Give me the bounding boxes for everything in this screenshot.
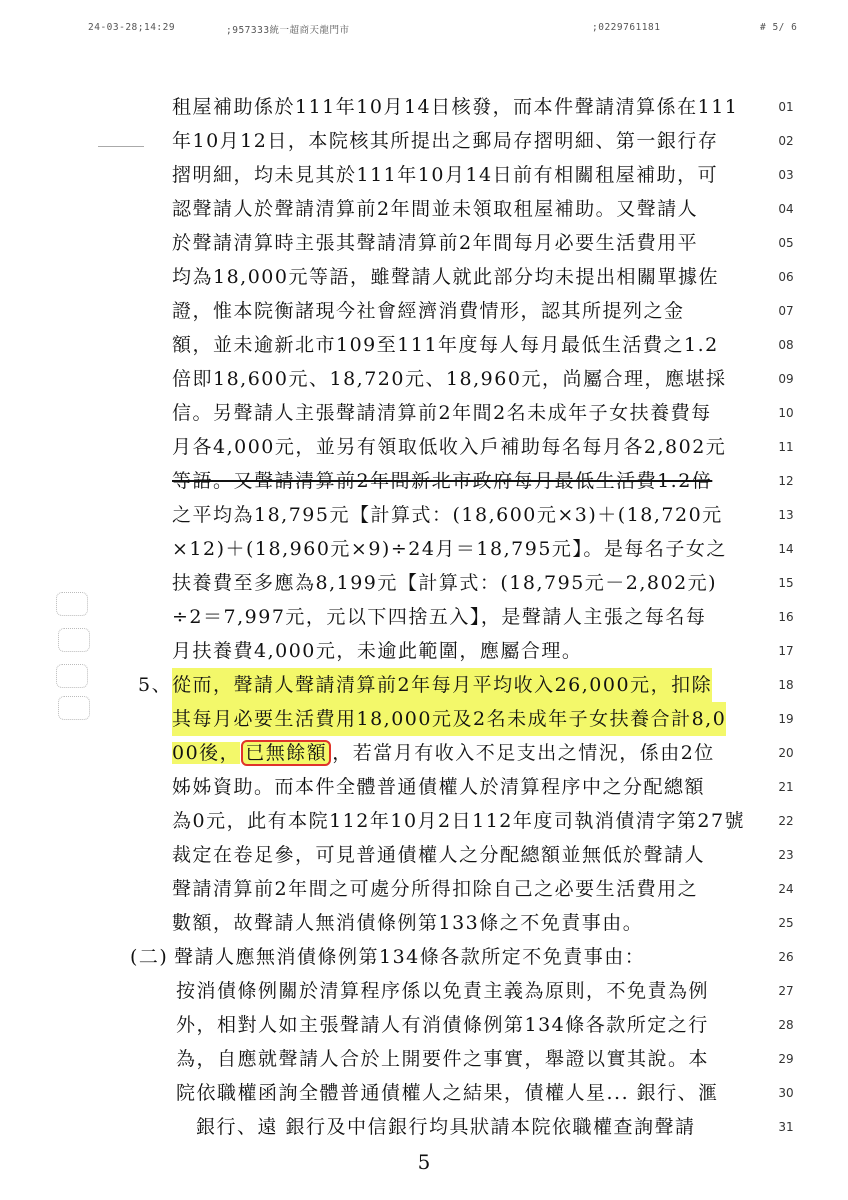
line-number: 29 bbox=[778, 1052, 794, 1066]
text-line bbox=[0, 736, 848, 770]
text-line bbox=[0, 770, 848, 804]
line-text: 租屋補助係於111年10月14日核發，而本件聲請清算係在111 bbox=[172, 96, 739, 118]
text-line bbox=[0, 260, 848, 294]
section-heading-line bbox=[0, 940, 848, 974]
text-line bbox=[0, 804, 848, 838]
line-text: ÷2＝7,997元，元以下四捨五入】，是聲請人主張之每名每 bbox=[172, 606, 707, 628]
line-number: 21 bbox=[778, 780, 794, 794]
line-number: 24 bbox=[778, 882, 794, 896]
section-heading: 聲請人應無消債條例第134條各款所定不免責事由： bbox=[174, 946, 646, 968]
text-line bbox=[0, 1110, 848, 1144]
line-number: 20 bbox=[778, 746, 794, 760]
text-line bbox=[0, 600, 848, 634]
boxed-annotation-text: 已無餘額 bbox=[241, 740, 331, 766]
line-text: 年10月12日，本院核其所提出之郵局存摺明細、第一銀行存 bbox=[172, 130, 719, 152]
text-line bbox=[0, 668, 848, 702]
line-text: 認聲請人於聲請清算前2年間並未領取租屋補助。又聲請人 bbox=[172, 198, 699, 220]
line-text: 額，並未逾新北市109至111年度每人每月最低生活費之1.2 bbox=[172, 334, 719, 356]
text-line bbox=[0, 430, 848, 464]
text-line bbox=[0, 294, 848, 328]
line-number: 08 bbox=[778, 338, 794, 352]
highlighted-text: 00後， bbox=[172, 742, 241, 764]
text-line bbox=[0, 974, 848, 1008]
line-number: 07 bbox=[778, 304, 794, 318]
text-line bbox=[0, 226, 848, 260]
text-line bbox=[0, 532, 848, 566]
line-text: 院依職權函詢全體普通債權人之結果，債權人星... 銀行、滙 bbox=[176, 1082, 719, 1104]
line-text: 聲請清算前2年間之可處分所得扣除自己之必要生活費用之 bbox=[172, 878, 699, 900]
line-number: 09 bbox=[778, 372, 794, 386]
line-number: 27 bbox=[778, 984, 794, 998]
line-number: 12 bbox=[778, 474, 794, 488]
line-text: ×12)＋(18,960元×9)÷24月＝18,795元】。是每名子女之 bbox=[172, 538, 727, 560]
line-number: 13 bbox=[778, 508, 794, 522]
line-number: 16 bbox=[778, 610, 794, 624]
line-text: 為0元，此有本院112年10月2日112年度司執消債清字第27號 bbox=[172, 810, 746, 832]
fax-phone: ;0229761181 bbox=[592, 22, 661, 33]
line-number: 22 bbox=[778, 814, 794, 828]
line-text: 月扶養費4,000元，未逾此範圍，應屬合理。 bbox=[172, 640, 583, 662]
line-number: 31 bbox=[778, 1120, 794, 1134]
line-number: 23 bbox=[778, 848, 794, 862]
line-text: 為，自應就聲請人合於上開要件之事實，舉證以實其說。本 bbox=[176, 1048, 710, 1070]
fax-datetime: 24-03-28;14:29 bbox=[88, 22, 176, 33]
text-line bbox=[0, 906, 848, 940]
line-text: 證，惟本院衡諸現今社會經濟消費情形，認其所提列之金 bbox=[172, 300, 685, 322]
line-number: 15 bbox=[778, 576, 794, 590]
line-text: 數額，故聲請人無消債條例第133條之不免責事由。 bbox=[172, 912, 644, 934]
mixed-line bbox=[172, 736, 715, 770]
text-line bbox=[0, 396, 848, 430]
line-number: 03 bbox=[778, 168, 794, 182]
line-number: 11 bbox=[778, 440, 794, 454]
line-text: 均為18,000元等語，雖聲請人就此部分均未提出相關單據佐 bbox=[172, 266, 719, 288]
line-number: 28 bbox=[778, 1018, 794, 1032]
line-number: 02 bbox=[778, 134, 794, 148]
text-line bbox=[0, 498, 848, 532]
text-line bbox=[0, 362, 848, 396]
section-marker: (二) bbox=[130, 946, 169, 968]
text-line bbox=[0, 872, 848, 906]
text-line bbox=[0, 192, 848, 226]
fax-page-counter: # 5/ 6 bbox=[760, 22, 798, 33]
line-text: 之平均為18,795元【計算式：(18,600元×3)＋(18,720元 bbox=[172, 504, 723, 526]
text-line bbox=[0, 1042, 848, 1076]
line-text: 外，相對人如主張聲請人有消債條例第134條各款所定之行 bbox=[176, 1014, 709, 1036]
line-text: 於聲請清算時主張其聲請清算前2年間每月必要生活費用平 bbox=[172, 232, 699, 254]
line-number: 04 bbox=[778, 202, 794, 216]
line-number: 06 bbox=[778, 270, 794, 284]
line-text: ，若當月有收入不足支出之情況，係由2位 bbox=[332, 742, 715, 764]
text-line bbox=[0, 328, 848, 362]
line-number: 01 bbox=[778, 100, 794, 114]
line-text: 銀行、遠 銀行及中信銀行均具狀請本院依職權查詢聲請 bbox=[196, 1116, 696, 1138]
line-text: 倍即18,600元、18,720元、18,960元，尚屬合理，應堪採 bbox=[172, 368, 727, 390]
line-number: 05 bbox=[778, 236, 794, 250]
text-line bbox=[0, 1008, 848, 1042]
line-number: 19 bbox=[778, 712, 794, 726]
text-line bbox=[0, 124, 848, 158]
line-text: 信。另聲請人主張聲請清算前2年間2名未成年子女扶養費每 bbox=[172, 402, 712, 424]
text-line bbox=[0, 90, 848, 124]
text-line bbox=[0, 464, 848, 498]
text-line bbox=[0, 158, 848, 192]
highlighted-line-text: 其每月必要生活費用18,000元及2名未成年子女扶養合計8,0 bbox=[172, 702, 726, 736]
line-number: 25 bbox=[778, 916, 794, 930]
text-line bbox=[0, 838, 848, 872]
page-number: 5 bbox=[417, 1150, 431, 1174]
line-number: 18 bbox=[778, 678, 794, 692]
text-line bbox=[0, 1076, 848, 1110]
line-text: 按消債條例關於清算程序係以免責主義為原則，不免責為例 bbox=[176, 980, 710, 1002]
line-number: 14 bbox=[778, 542, 794, 556]
line-text: 姊姊資助。而本件全體普通債權人於清算程序中之分配總額 bbox=[172, 776, 706, 798]
line-number: 30 bbox=[778, 1086, 794, 1100]
struck-line-text: 等語。又聲請清算前2年間新北市政府每月最低生活費1.2倍 bbox=[172, 470, 713, 492]
line-text: 月各4,000元，並另有領取低收入戶補助每名每月各2,802元 bbox=[172, 436, 727, 458]
item-marker: 5、 bbox=[138, 674, 173, 696]
text-line bbox=[0, 634, 848, 668]
line-text: 扶養費至多應為8,199元【計算式：(18,795元－2,802元) bbox=[172, 572, 718, 594]
text-line bbox=[0, 566, 848, 600]
line-number: 10 bbox=[778, 406, 794, 420]
line-number: 17 bbox=[778, 644, 794, 658]
line-text: 裁定在卷足參，可見普通債權人之分配總額並無低於聲請人 bbox=[172, 844, 706, 866]
text-line bbox=[0, 702, 848, 736]
line-text: 摺明細，均未見其於111年10月14日前有相關租屋補助，可 bbox=[172, 164, 719, 186]
fax-sender: ;957333統一超商天龍門市 bbox=[226, 25, 350, 36]
highlighted-line-text: 從而，聲請人聲請清算前2年每月平均收入26,000元，扣除 bbox=[172, 668, 712, 702]
line-number: 26 bbox=[778, 950, 794, 964]
